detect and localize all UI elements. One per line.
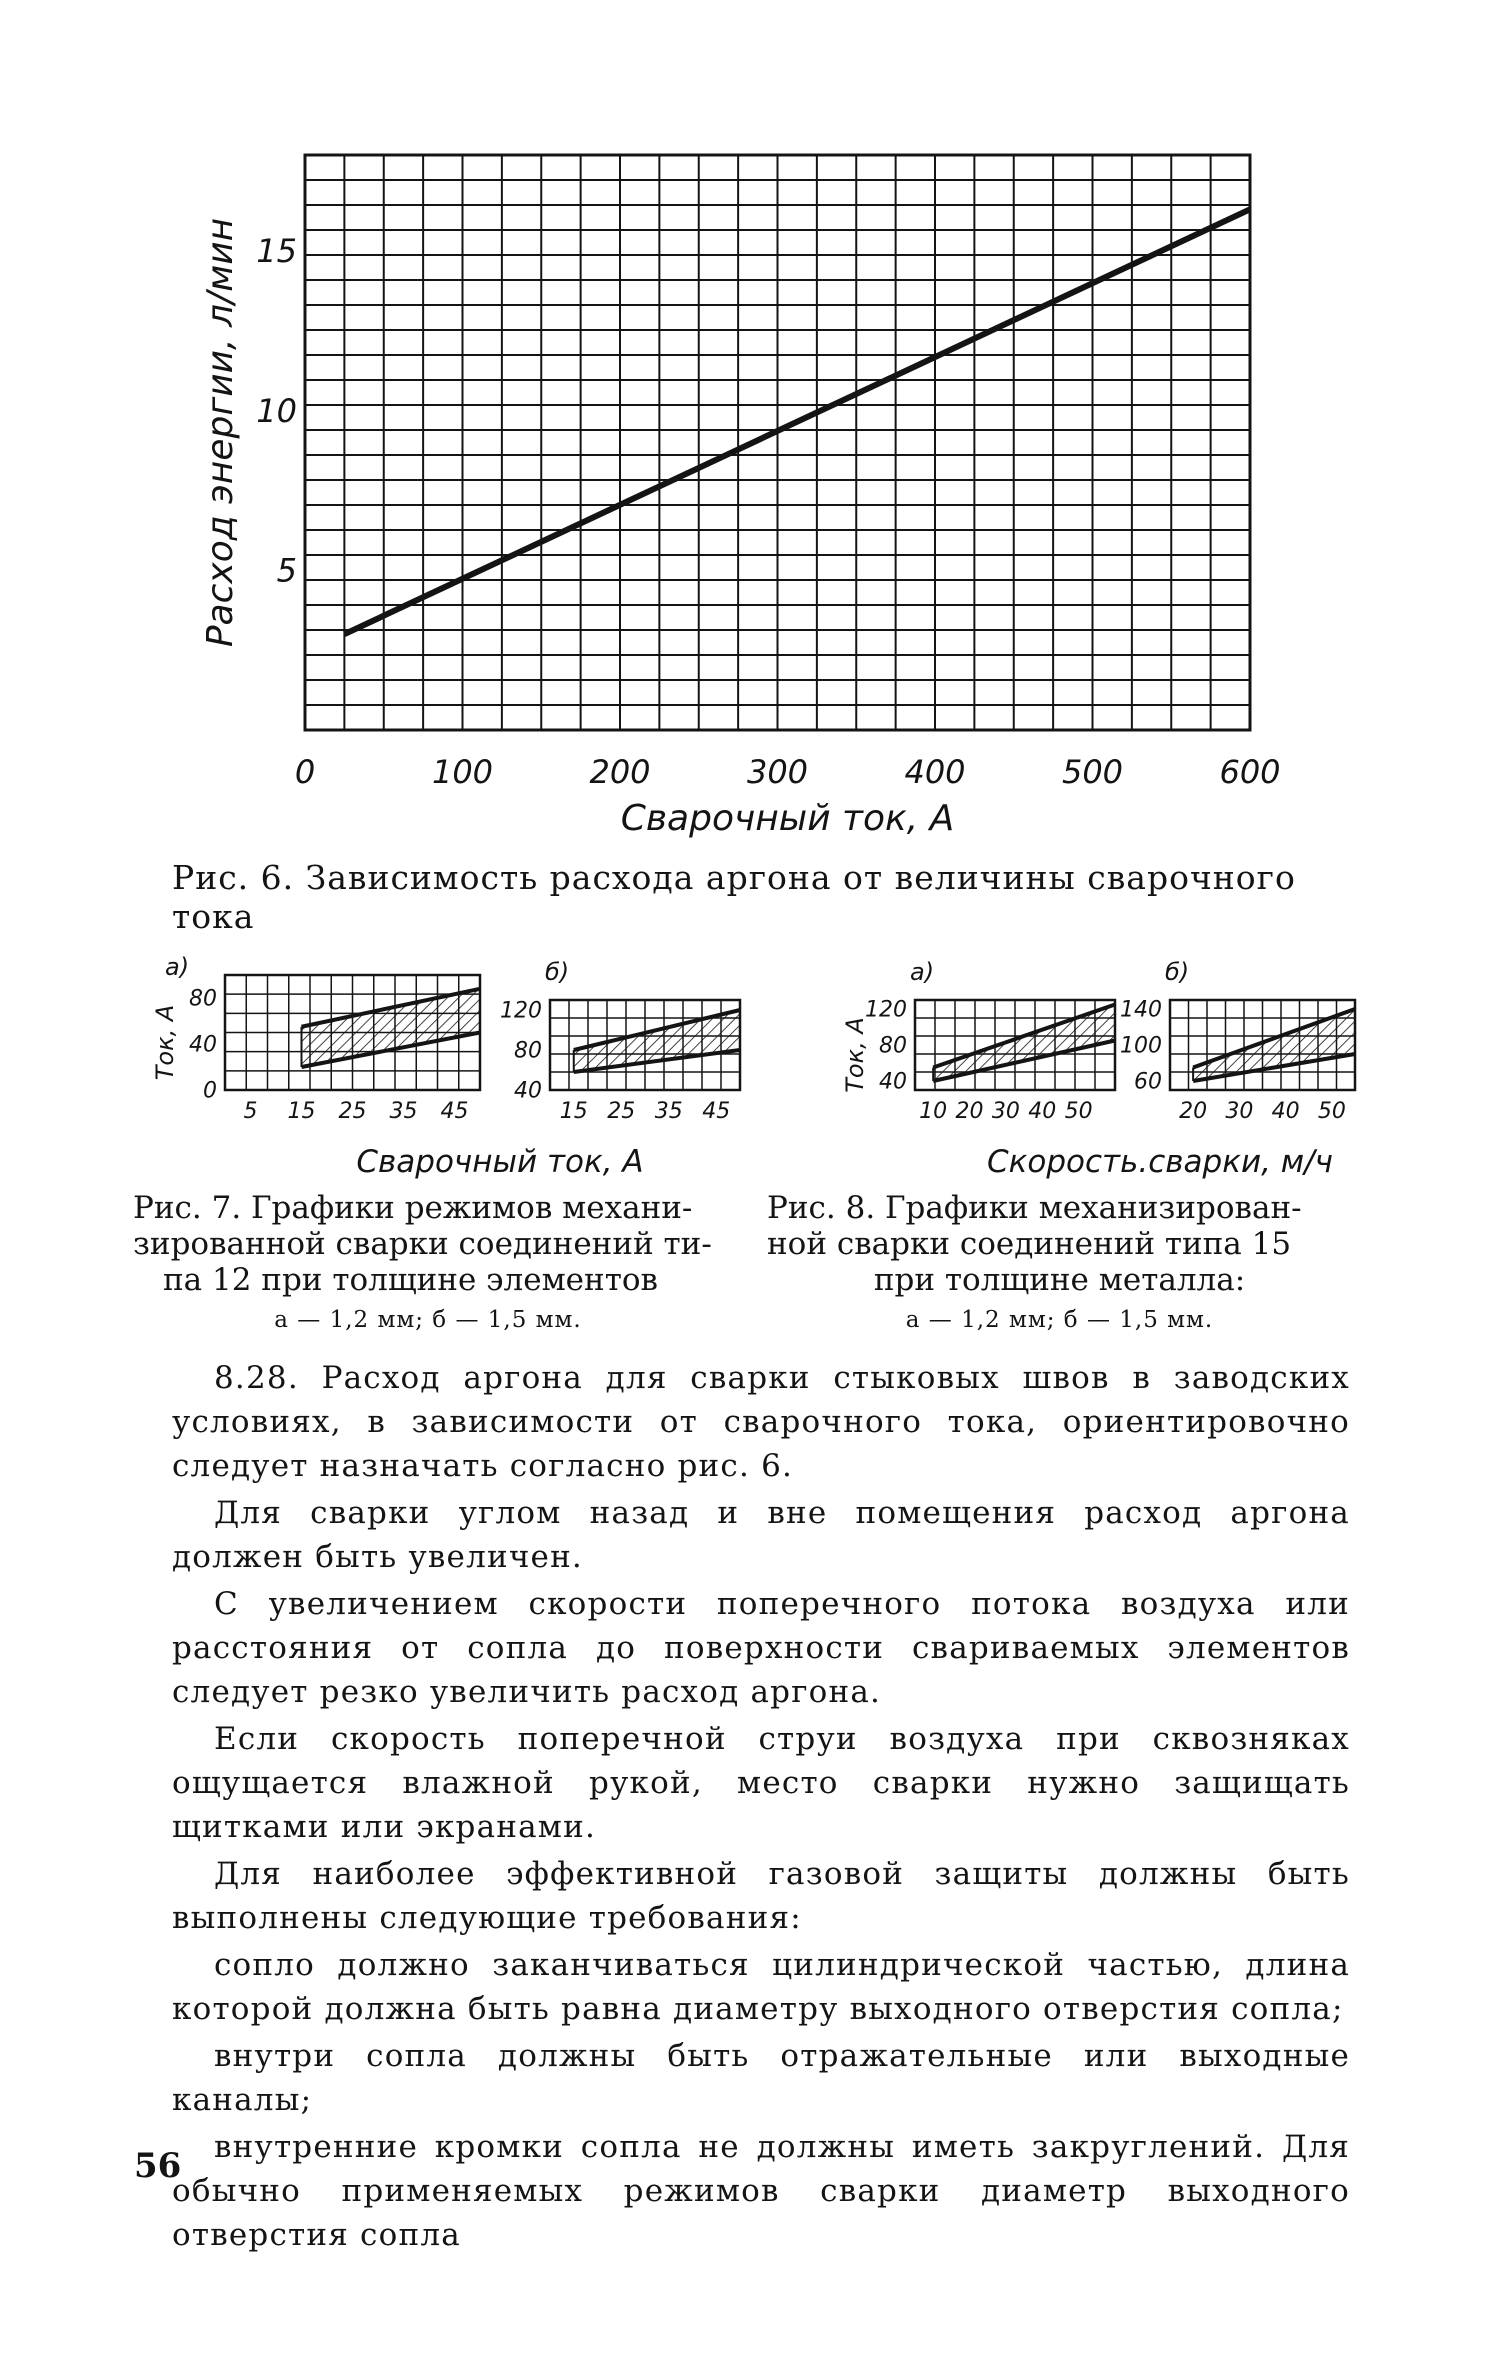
x-tick-label: 100 xyxy=(431,753,494,791)
y-tick-label: 40 xyxy=(879,1069,907,1095)
figure-8-xlabel: Скорость.сварки, м/ч xyxy=(987,1144,1333,1180)
x-tick-label: 40 xyxy=(1271,1099,1300,1124)
paragraph: Для наиболее эффективной газовой защиты должны быть выполнены следующие требования: xyxy=(172,1856,1350,1936)
figure-7-xlabel: Сварочный ток, А xyxy=(356,1144,644,1180)
figure-7-caption-line: зированной сварки соединений ти- xyxy=(133,1226,712,1262)
x-tick-label: 15 xyxy=(287,1099,316,1124)
x-tick-label: 45 xyxy=(702,1099,731,1124)
y-tick-label: 80 xyxy=(879,1033,907,1059)
y-tick-label: 60 xyxy=(1134,1069,1162,1095)
figure-7-caption xyxy=(133,1190,723,1338)
panel-label: б) xyxy=(1165,958,1190,986)
figure-8-caption-line: ной сварки соединений типа 15 xyxy=(767,1226,1292,1262)
x-tick-label: 40 xyxy=(1028,1099,1057,1124)
y-tick-label: 0 xyxy=(203,1078,217,1104)
panel-label: а) xyxy=(165,955,190,981)
series-line xyxy=(344,209,1250,634)
body-text xyxy=(172,1356,1350,2260)
paragraph: 8.28. Расход аргона для сварки стыковых швов в заводских условиях, в зависимости от сварочного тока, ориентировочно следует назначать согласно рис. 6. xyxy=(172,1360,1350,1484)
figure-6-caption: Рис. 6. Зависимость расхода аргона от величины сварочного тока xyxy=(172,858,1296,936)
figure-6-chart xyxy=(0,0,1499,840)
x-tick-label: 20 xyxy=(955,1099,984,1124)
figure-7-caption-line: па 12 при толщине элементов xyxy=(163,1262,658,1298)
y-tick-label: 100 xyxy=(1120,1033,1162,1059)
y-tick-label: 40 xyxy=(514,1078,542,1104)
figure-7-caption-sub: а — 1,2 мм; б — 1,5 мм. xyxy=(274,1307,582,1333)
x-tick-label: 50 xyxy=(1317,1099,1346,1124)
paragraph: Если скорость поперечной струи воздуха при сквозняках ощущается влажной рукой, место сварки нужно защищать щитками или экранами. xyxy=(172,1721,1350,1845)
y-tick-label: 140 xyxy=(1120,997,1162,1023)
x-tick-label: 200 xyxy=(589,753,651,791)
paragraph: Для сварки углом назад и вне помещения расход аргона должен быть увеличен. xyxy=(172,1495,1350,1575)
x-tick-label: 35 xyxy=(389,1099,418,1124)
y-axis-title: Ток, А xyxy=(151,1004,179,1081)
paragraph: С увеличением скорости поперечного потока воздуха или расстояния от сопла до поверхности свариваемых элементов следует резко увеличить расход аргона. xyxy=(172,1586,1350,1710)
y-tick-label: 80 xyxy=(189,986,217,1012)
y-tick-label: 10 xyxy=(256,391,297,430)
y-axis-title: Ток, А xyxy=(841,1017,869,1093)
panel-label: а) xyxy=(910,958,935,986)
figure-8-caption-line: при толщине металла: xyxy=(873,1262,1246,1298)
x-tick-label: 5 xyxy=(243,1099,258,1124)
y-tick-label: 5 xyxy=(276,551,297,590)
panel-label: б) xyxy=(545,958,570,986)
page-number: 56 xyxy=(134,2146,182,2186)
figure-8-caption-line: Рис. 8. Графики механизирован- xyxy=(767,1190,1302,1226)
paragraph: внутри сопла должны быть отражательные или выходные каналы; xyxy=(172,2038,1350,2118)
x-tick-label: 45 xyxy=(440,1099,469,1124)
x-tick-label: 20 xyxy=(1179,1099,1208,1124)
x-tick-label: 30 xyxy=(991,1099,1020,1124)
figure-8-caption-sub: а — 1,2 мм; б — 1,5 мм. xyxy=(905,1307,1214,1333)
x-tick-label: 0 xyxy=(294,753,316,791)
paragraph: сопло должно заканчиваться цилиндрической частью, длина которой должна быть равна диаметру выходного отверстия сопла; xyxy=(172,1947,1350,2027)
figure-8-caption xyxy=(767,1190,1352,1338)
x-tick-label: 500 xyxy=(1061,753,1124,791)
figure-7-caption-line: Рис. 7. Графики режимов механи- xyxy=(133,1190,693,1226)
x-tick-label: 25 xyxy=(607,1099,636,1124)
x-tick-label: 35 xyxy=(654,1099,683,1124)
y-tick-label: 40 xyxy=(189,1032,217,1058)
y-tick-label: 120 xyxy=(865,997,907,1023)
x-tick-label: 25 xyxy=(338,1099,367,1124)
x-tick-label: 400 xyxy=(904,753,966,791)
y-tick-label: 80 xyxy=(514,1038,542,1064)
x-tick-label: 15 xyxy=(559,1099,588,1124)
x-tick-label: 30 xyxy=(1225,1099,1254,1124)
x-tick-label: 600 xyxy=(1219,753,1281,791)
range-area xyxy=(302,989,481,1067)
x-tick-label: 10 xyxy=(919,1099,948,1124)
x-axis-title: Сварочный ток, А xyxy=(620,798,955,839)
y-tick-label: 15 xyxy=(256,232,297,271)
x-tick-label: 300 xyxy=(746,753,809,791)
paragraph: внутренние кромки сопла не должны иметь закруглений. Для обычно применяемых режимов сварки диаметр выходного отверстия сопла xyxy=(172,2129,1350,2253)
x-tick-label: 50 xyxy=(1064,1099,1093,1124)
y-tick-label: 120 xyxy=(500,998,542,1024)
y-axis-title: Расход энергии, л/мин xyxy=(200,217,241,648)
